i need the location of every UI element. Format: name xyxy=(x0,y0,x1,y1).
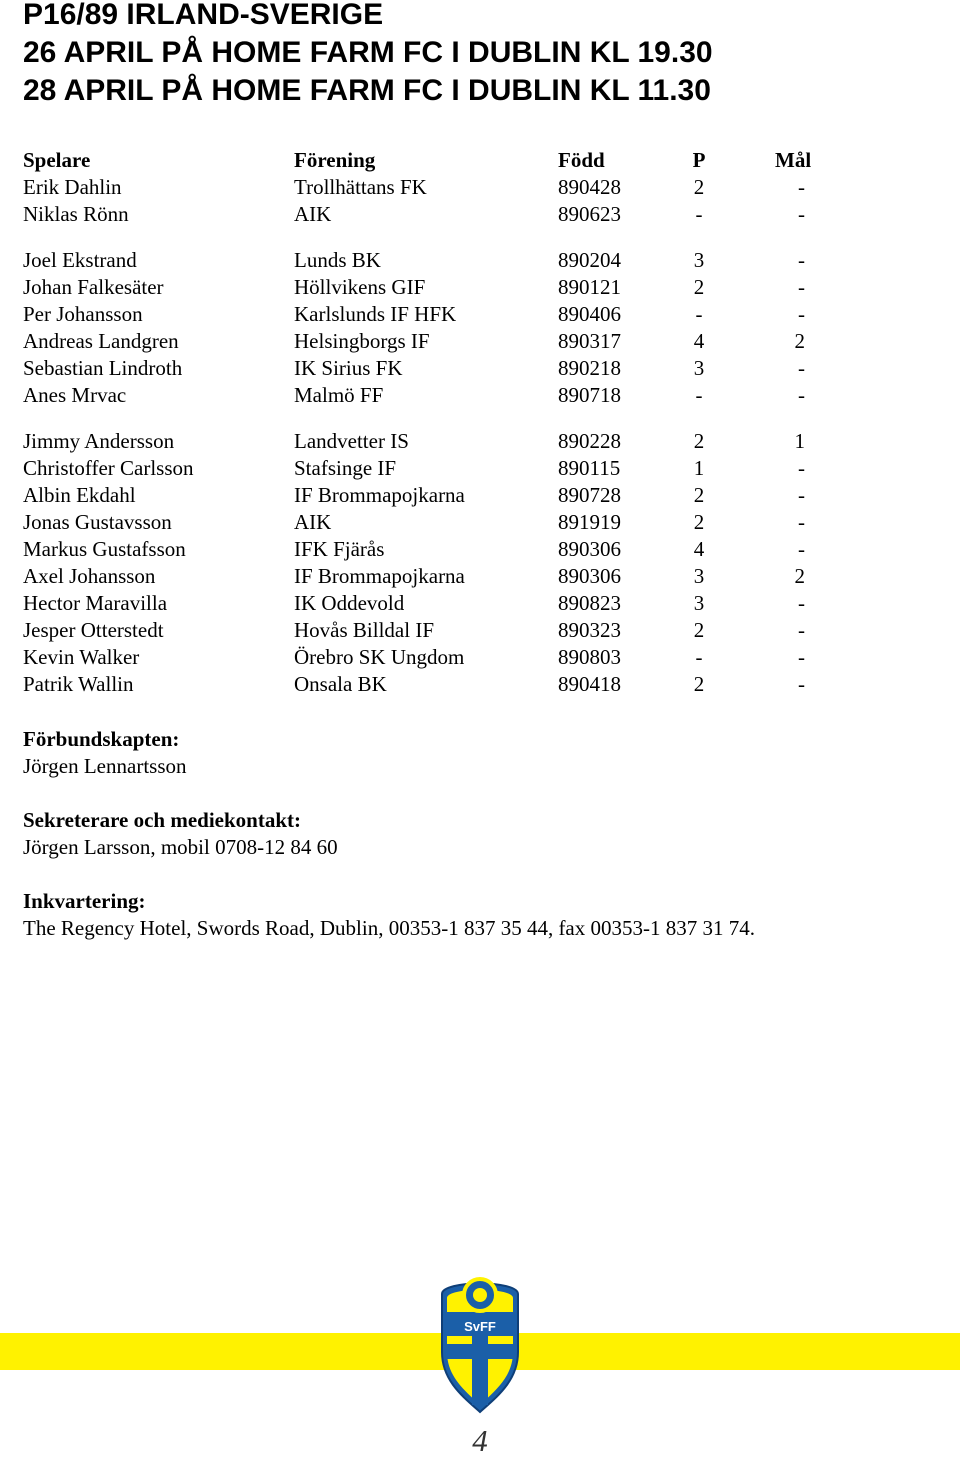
secretary-label: Sekreterare och mediekontakt: xyxy=(23,808,302,832)
page-title: P16/89 IRLAND-SVERIGE xyxy=(23,0,384,31)
player-club: AIK xyxy=(294,202,332,226)
player-goals: - xyxy=(798,537,805,561)
player-club: IFK Fjärås xyxy=(294,537,385,561)
player-goals: 1 xyxy=(794,429,805,453)
player-club: Karlslunds IF HFK xyxy=(294,302,457,326)
table-row xyxy=(0,382,960,408)
player-born: 890323 xyxy=(558,618,621,642)
table-row xyxy=(0,482,960,508)
player-born: 890306 xyxy=(558,564,621,588)
player-born: 890204 xyxy=(558,248,621,272)
col-header-p: P xyxy=(692,148,706,172)
player-club: AIK xyxy=(294,510,332,534)
player-goals: - xyxy=(798,591,805,615)
player-born: 890306 xyxy=(558,537,621,561)
player-born: 890418 xyxy=(558,672,621,696)
player-club: Stafsinge IF xyxy=(294,456,397,480)
player-appearances: 2 xyxy=(693,510,705,534)
player-goals: - xyxy=(798,302,805,326)
player-name: Per Johansson xyxy=(23,302,143,326)
player-appearances: 2 xyxy=(693,618,705,642)
table-row xyxy=(0,274,960,300)
player-name: Erik Dahlin xyxy=(23,175,122,199)
player-name: Markus Gustafsson xyxy=(23,537,186,561)
player-appearances: 2 xyxy=(693,672,705,696)
player-name: Jesper Otterstedt xyxy=(23,618,164,642)
player-name: Andreas Landgren xyxy=(23,329,179,353)
player-born: 890428 xyxy=(558,175,621,199)
player-born: 890121 xyxy=(558,275,621,299)
player-club: IK Oddevold xyxy=(294,591,405,615)
table-row xyxy=(0,301,960,327)
table-row xyxy=(0,509,960,535)
player-appearances: 3 xyxy=(693,591,705,615)
table-row xyxy=(0,563,960,589)
table-header xyxy=(0,147,960,173)
player-club: Landvetter IS xyxy=(294,429,409,453)
player-name: Joel Ekstrand xyxy=(23,248,137,272)
col-header-player: Spelare xyxy=(23,148,91,172)
match-line-2: 28 APRIL PÅ HOME FARM FC I DUBLIN KL 11.30 xyxy=(23,74,711,107)
secretary-name: Jörgen Larsson, mobil 0708-12 84 60 xyxy=(23,835,338,859)
player-club: Malmö FF xyxy=(294,383,384,407)
player-club: Onsala BK xyxy=(294,672,387,696)
player-appearances: 2 xyxy=(693,275,705,299)
col-header-club: Förening xyxy=(294,148,376,172)
player-goals: - xyxy=(798,672,805,696)
player-goals: 2 xyxy=(794,329,805,353)
table-row xyxy=(0,536,960,562)
player-name: Niklas Rönn xyxy=(23,202,129,226)
player-goals: - xyxy=(798,275,805,299)
player-appearances: 4 xyxy=(693,537,705,561)
player-born: 890406 xyxy=(558,302,621,326)
table-row xyxy=(0,247,960,273)
player-club: IF Brommapojkarna xyxy=(294,564,465,588)
player-appearances: - xyxy=(695,302,703,326)
lodging-label: Inkvartering: xyxy=(23,889,146,913)
player-goals: - xyxy=(798,510,805,534)
player-appearances: - xyxy=(695,645,703,669)
player-goals: - xyxy=(798,356,805,380)
player-born: 890823 xyxy=(558,591,621,615)
page-number: 4 xyxy=(472,1423,488,1458)
player-name: Sebastian Lindroth xyxy=(23,356,183,380)
player-club: Örebro SK Ungdom xyxy=(294,645,465,669)
player-appearances: - xyxy=(695,383,703,407)
player-goals: - xyxy=(798,483,805,507)
player-club: IF Brommapojkarna xyxy=(294,483,465,507)
player-goals: - xyxy=(798,175,805,199)
player-goals: - xyxy=(798,618,805,642)
player-appearances: 3 xyxy=(693,248,705,272)
player-name: Jonas Gustavsson xyxy=(23,510,172,534)
player-club: Hovås Billdal IF xyxy=(294,618,434,642)
table-row xyxy=(0,201,960,227)
player-appearances: - xyxy=(695,202,703,226)
player-born: 890317 xyxy=(558,329,621,353)
table-row xyxy=(0,617,960,643)
player-club: Helsingborgs IF xyxy=(294,329,430,353)
player-name: Hector Maravilla xyxy=(23,591,168,615)
player-club: IK Sirius FK xyxy=(294,356,403,380)
player-born: 890728 xyxy=(558,483,621,507)
player-goals: - xyxy=(798,383,805,407)
table-row xyxy=(0,455,960,481)
player-name: Johan Falkesäter xyxy=(23,275,164,299)
player-born: 890228 xyxy=(558,429,621,453)
table-row xyxy=(0,355,960,381)
table-row xyxy=(0,174,960,200)
player-born: 890115 xyxy=(558,456,621,480)
svff-crest-icon xyxy=(432,1268,528,1416)
player-goals: - xyxy=(798,456,805,480)
player-club: Höllvikens GIF xyxy=(294,275,426,299)
player-appearances: 2 xyxy=(693,429,705,453)
player-club: Trollhättans FK xyxy=(294,175,427,199)
table-row xyxy=(0,671,960,697)
player-born: 891919 xyxy=(558,510,621,534)
player-born: 890718 xyxy=(558,383,621,407)
player-born: 890623 xyxy=(558,202,621,226)
table-row xyxy=(0,644,960,670)
player-appearances: 1 xyxy=(693,456,705,480)
player-goals: - xyxy=(798,645,805,669)
crest-text: SvFF xyxy=(464,1319,496,1334)
player-name: Kevin Walker xyxy=(23,645,140,669)
player-goals: - xyxy=(798,202,805,226)
player-born: 890803 xyxy=(558,645,621,669)
col-header-goals: Mål xyxy=(775,148,812,172)
table-row xyxy=(0,428,960,454)
player-name: Patrik Wallin xyxy=(23,672,134,696)
match-line-1: 26 APRIL PÅ HOME FARM FC I DUBLIN KL 19.30 xyxy=(23,36,713,69)
player-name: Albin Ekdahl xyxy=(23,483,136,507)
player-name: Jimmy Andersson xyxy=(23,429,175,453)
player-goals: - xyxy=(798,248,805,272)
player-name: Anes Mrvac xyxy=(23,383,127,407)
player-club: Lunds BK xyxy=(294,248,381,272)
player-name: Christoffer Carlsson xyxy=(23,456,194,480)
player-appearances: 4 xyxy=(693,329,705,353)
table-row xyxy=(0,590,960,616)
player-appearances: 3 xyxy=(693,356,705,380)
player-appearances: 2 xyxy=(693,483,705,507)
table-row xyxy=(0,328,960,354)
col-header-born: Född xyxy=(558,148,605,172)
player-appearances: 3 xyxy=(693,564,705,588)
player-appearances: 2 xyxy=(693,175,705,199)
coach-name: Jörgen Lennartsson xyxy=(23,754,187,778)
lodging-text: The Regency Hotel, Swords Road, Dublin, 00353-1 837 35 44, fax 00353-1 837 31 74. xyxy=(23,916,755,940)
coach-label: Förbundskapten: xyxy=(23,727,180,751)
player-born: 890218 xyxy=(558,356,621,380)
player-goals: 2 xyxy=(794,564,805,588)
player-name: Axel Johansson xyxy=(23,564,156,588)
